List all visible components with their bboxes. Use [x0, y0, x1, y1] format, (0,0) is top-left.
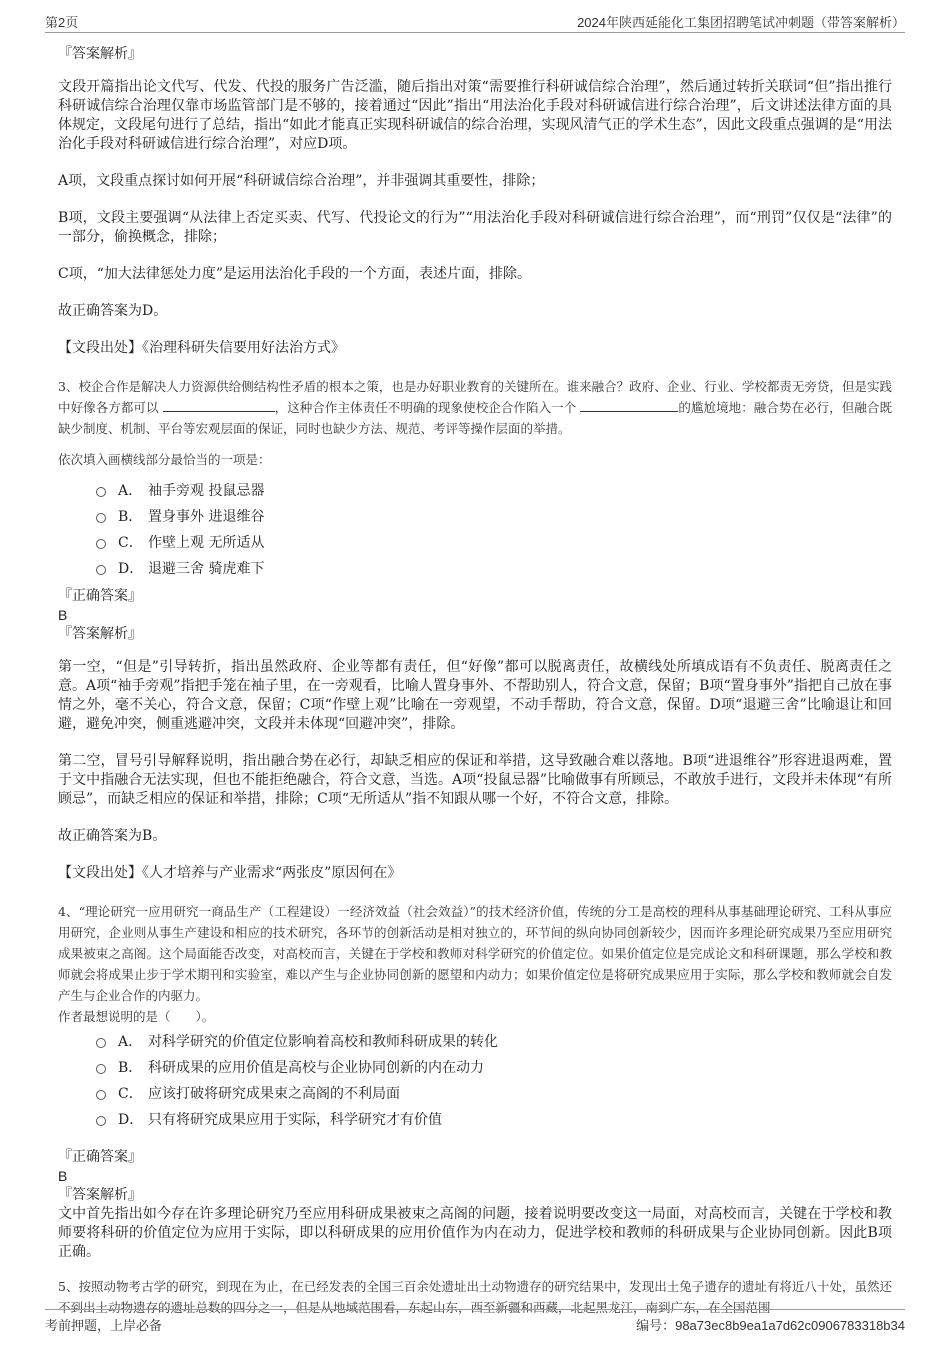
page-footer — [45, 1309, 905, 1334]
option-c[interactable]: C． 应该打破将研究成果束之高阁的不利局面 — [96, 1081, 892, 1107]
answer-conclusion: 故正确答案为B。 — [58, 828, 167, 844]
option-b[interactable]: B． 置身事外 进退维谷 — [96, 504, 892, 530]
document-title: 2024年陕西延能化工集团招聘笔试冲刺题（带答案解析） — [577, 15, 905, 30]
question-stem: 3、校企合作是解决人力资源供给侧结构性矛盾的根本之策，也是办好职业教育的关键所在。谁来融合？政府、企业、行业、学校都责无旁贷，但是实践中好像各方都可以 ，这种合作主体责任不明确的现象使校企合作陷入一个 的尴尬境地：融合势在必行，但融合既缺少制度、机制、平台等宏观层面的保证，同时也缺少方法、规范、考评等操作层面的举措。 — [58, 379, 892, 436]
option-a[interactable]: A． 对科学研究的价值定位影响着高校和教师科研成果的转化 — [96, 1029, 892, 1055]
page-number: 第2页 — [45, 15, 79, 30]
radio-icon[interactable] — [96, 1064, 106, 1074]
radio-icon[interactable] — [96, 487, 106, 497]
option-d[interactable]: D． 退避三舍 骑虎难下 — [96, 556, 892, 582]
document-code: 编号：98a73ec8b9ea1a7d62c0906783318b34 — [636, 1318, 905, 1333]
question-prompt: 依次填入画横线部分最恰当的一项是： — [58, 452, 271, 467]
option-b[interactable]: B． 科研成果的应用价值是高校与企业协同创新的内在动力 — [96, 1055, 892, 1081]
radio-icon[interactable] — [96, 1116, 106, 1126]
document-body — [58, 44, 892, 1318]
analysis-paragraph: B项，文段主要强调“从法律上否定买卖、代写、代投论文的行为”“用法治化手段对科研诚信进行综合治理”，而“刑罚”仅仅是“法律”的一部分，偷换概念，排除； — [58, 210, 892, 245]
source-citation: 【文段出处】《治理科研失信要用好法治方式》 — [58, 340, 345, 356]
option-list — [96, 478, 892, 582]
radio-icon[interactable] — [96, 1090, 106, 1100]
source-citation: 【文段出处】《人才培养与产业需求“两张皮”原因何在》 — [58, 865, 402, 881]
radio-icon[interactable] — [96, 565, 106, 575]
option-list — [96, 1029, 892, 1133]
option-c[interactable]: C． 作壁上观 无所适从 — [96, 530, 892, 556]
correct-answer-label: 『正确答案』 — [58, 1149, 142, 1165]
radio-icon[interactable] — [96, 513, 106, 523]
fill-blank-1 — [163, 399, 275, 412]
footer-slogan: 考前押题，上岸必备 — [45, 1318, 163, 1333]
analysis-paragraph: 文中首先指出如今存在许多理论研究乃至应用科研成果被束之高阁的问题，接着说明要改变这一局面，对高校而言，关键在于学校和教师要将科研的价值定位为应用于实际，即以科研成果的应用价值作为内在动力，促进学校和教师的科研成果与企业协同创新。因此B项正确。 — [58, 1206, 892, 1260]
analysis-label: 『答案解析』 — [58, 626, 142, 642]
question-stem: 5、按照动物考古学的研究，到现在为止，在已经发表的全国三百余处遗址出土动物遗存的研究结果中，发现出土兔子遗存的遗址有将近八十处，虽然还不到出土动物遗存的遗址总数的四分之一，但是从地域范围看，东起山东，西至新疆和西藏，北起黑龙江，南到广东，在全国范围 — [58, 1279, 892, 1315]
analysis-paragraph: A项，文段重点探讨如何开展“科研诚信综合治理”，并非强调其重要性，排除； — [58, 173, 545, 189]
analysis-label: 『答案解析』 — [58, 1187, 142, 1203]
analysis-paragraph: 文段开篇指出论文代写、代发、代投的服务广告泛滥，随后指出对策“需要推行科研诚信综合治理”，然后通过转折关联词“但”指出推行科研诚信综合治理仅靠市场监管部门是不够的，接着通过“因此”指出“用法治化手段对科研诚信进行综合治理”，后文讲述法律方面的具体规定，文段尾句进行了总结，指出“如此才能真正实现科研诚信的综合治理，实现风清气正的学术生态”，因此文段重点强调的是“用法治化手段对科研诚信进行综合治理”，对应D项。 — [58, 79, 892, 152]
correct-answer-label: 『正确答案』 — [58, 588, 142, 604]
analysis-label: 『答案解析』 — [58, 46, 142, 62]
page-header — [45, 8, 905, 33]
correct-answer: B — [58, 1168, 68, 1184]
question-prompt: 作者最想说明的是（ ）。 — [58, 1009, 215, 1024]
option-a[interactable]: A． 袖手旁观 投鼠忌器 — [96, 478, 892, 504]
analysis-paragraph: 第二空，冒号引导解释说明，指出融合势在必行，却缺乏相应的保证和举措，这导致融合难以落地。B项“进退维谷”形容进退两难，置于文中指融合无法实现，但也不能拒绝融合，符合文意，当选。A项“投鼠忌器”比喻做事有所顾忌，不敢放手进行，文段并未体现“有所顾忌”，而缺乏相应的保证和举措，排除；C项“无所适从”指不知跟从哪一个好，不符合文意，排除。 — [58, 753, 892, 807]
question-stem: 4、“理论研究一应用研究一商品生产（工程建设）一经济效益（社会效益）”的技术经济价值，传统的分工是高校的理科从事基础理论研究、工科从事应用研究，企业则从事生产建设和相应的技术研究，各环节的创新活动是相对独立的，环节间的纵向协同创新较少，因而许多理论研究成果乃至应用研究成果被束之高阁。这个局面能否改变，对高校而言，关键在于学校和教师对科学研究的价值定位。如果价值定位是完成论文和科研课题，那么学校和教师就会将成果止步于学术期刊和实验室，难以产生与企业协同创新的愿望和内动力；如果价值定位是将研究成果应用于实际，那么学校和教师就会自发产生与企业合作的内驱力。 — [58, 904, 892, 1003]
fill-blank-2 — [580, 399, 678, 412]
option-d[interactable]: D． 只有将研究成果应用于实际，科学研究才有价值 — [96, 1107, 892, 1133]
radio-icon[interactable] — [96, 539, 106, 549]
radio-icon[interactable] — [96, 1038, 106, 1048]
analysis-paragraph: C项，“加大法律惩处力度”是运用法治化手段的一个方面，表述片面，排除。 — [58, 266, 532, 282]
correct-answer: B — [58, 607, 68, 623]
analysis-paragraph: 第一空，“但是”引导转折，指出虽然政府、企业等都有责任，但“好像”都可以脱离责任，故横线处所填成语有不负责任、脱离责任之意。A项“袖手旁观”指把手笼在袖子里，在一旁观看，比喻人置身事外、不帮助别人，符合文意，保留；B项“置身事外”指把自己放在事情之外，毫不关心，符合文意，保留；C项“作壁上观”比喻在一旁观望，不动手帮助，符合文意，保留。D项“退避三舍”比喻退让和回避，避免冲突，侧重逃避冲突，文段并未体现“回避冲突”，排除。 — [58, 659, 892, 732]
answer-conclusion: 故正确答案为D。 — [58, 303, 168, 319]
